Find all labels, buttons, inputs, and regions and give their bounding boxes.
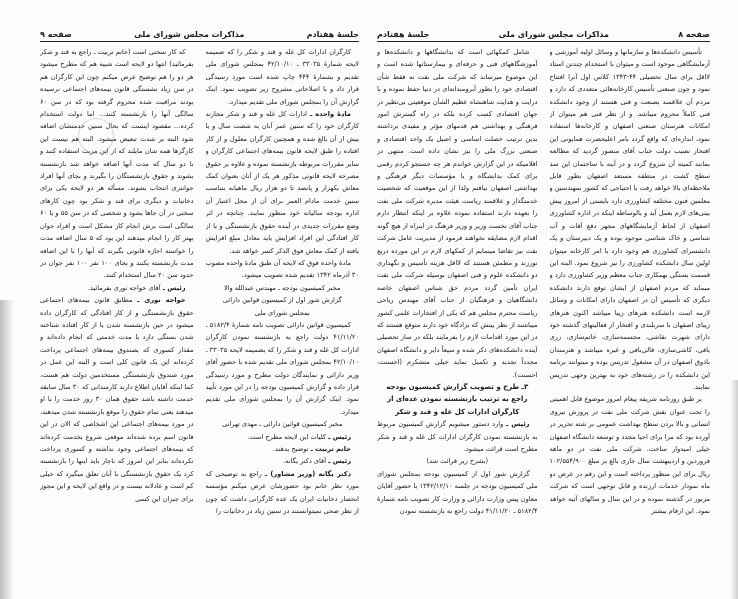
paragraph — [206, 319, 360, 418]
header-session: جلسهٔ هفتادم — [306, 30, 359, 39]
column-right — [206, 46, 360, 517]
header-page-number: صفحه ۹ — [40, 30, 72, 39]
column-right — [550, 46, 711, 517]
columns — [377, 46, 710, 517]
paragraph — [206, 257, 360, 282]
paragraph-text: کلیات این لایحه مطرح است. — [247, 432, 327, 441]
paragraph-text: مادهٔ واحده فوق که لایحه آن طبق مادهٔ واحده مصوب ۳۰ آذرماه ۱۳۴۲ تقدیم شده تصویب میشود. — [205, 258, 359, 280]
paragraph — [206, 46, 360, 108]
header-title: مذاکرات مجلس شورای ملی — [134, 30, 245, 39]
column-left — [40, 46, 194, 517]
paragraph — [550, 393, 711, 517]
signature-line — [206, 418, 360, 430]
page-8 — [369, 0, 738, 599]
scan-shadow — [730, 380, 738, 599]
speaker-name: دکتر یگانه (وزیر مشاور) ـ — [264, 469, 351, 478]
column-left — [377, 46, 538, 517]
paragraph-text: آقای دکتر یگانه. — [283, 457, 327, 466]
speaker-name: رئیس ـ — [162, 283, 186, 292]
paragraph-text: توضیح بدهند. — [272, 445, 309, 453]
paragraph-text: شامل کمکهائی است که بدانشگاهها و دانشکده‌ها و آموزشگاههای فنی و حرفه‌ای و بیمارستانها شده است و این موضوع میرساند که شرکت ملی نفت نه فقط شأن اقتصادی خود را بطور آبرومندانه‌ای در دنیا حفظ نموده و با درایت و هدایت شاهنشاه عظیم الشأن موقعیتی بی‌نظیر در جهان اقتصادی کسب کرده بلکه در راه گسترش امور فرهنگی و بهداشتی هم قدمهای مؤثر و مفیدی برداشته بدین ترتیب خصلت اساسی و اصیل یک واحد اقتصادی و صنعتی بزرگ ملی را نیز نشان داده است. منتهی در اقلامیکه در این گزارش خواندم هر چه جستجو کردم رقمی برای کمک بدانشگاه و یا مؤسسات دیگر فرهنگی و بهداشتی اصفهان نیافتم ولذا از این موقعیت که شخصیت خدمتگذار و علاقمند ریاست هیئت مدیره شرکت ملی نفت را بعهده دارند استفاده نموده علاوه بر اینکه انتظار دارم جناب آقای نخست وزیر و وزیر فرهنگ در اینراه از هیچ گونه اقدام لازم مضایقه نخواهند فرمود از مدیریت عامل شرکت نفت نیز تقاضا مینمایم از کمکهای لازم در این مورده دریغ نورزند و مطمئن هستند که لااقل هزینه تأسیس و نگهداری دو دانشکده علوم و فنی اصفهان بوسیله شرکت ملی نفت ایران تأمین گردد مردم حق شناس اصفهان خاصه دانشگاهیان و فرهنگیان از جناب آقای مهندس ریاحی ریاست محترم مجلس هم که یکی از افتخارات علمی کشور میباشند از نظر بینش که بزادگاه خود دارند متوقع هستند که در این مورد اقدامات لازم را بفرمایند بلکه در ساز تحصیلی آینده دانشکده‌های ذکر شده و سیعاً دایر و دانشگاه اصفهان مجدداً تجدید و تکمیل نماید خیلی متشکرم (احسنت، احسنت). — [377, 48, 538, 379]
paragraph — [206, 108, 360, 257]
paragraph — [377, 418, 538, 455]
paragraph — [40, 294, 194, 505]
paragraph-text: ادارات کل غله و قند و شکر مجازند کارگران خود را که سنین عمر آنان به شصت سال و یا بیش از آن بالغ شده و همچنین کارگران معلول و از کار افتاده را طبق لایحه قانون بیمه‌های اجتماعی کارگران و سایر مقررات مربوطه بازنشسته نموده و علاوه بر حقوق مصرحه لایحه قانونی مذکور هر یک از آنان بعنوان کمک معاش یکهزار و پانصد تا دو هزار ریال ماهیانه بتناسب سنین خدمت مادام العمر برای آن از محل اعتبار آن اداره بودجه سالیانه خود منظور نمایند. چنانچه در اثر وضع مقررات جدیدی در آینده حقوق بازنشستگی و یا از کار افتادگی این افراد افزایش یابد معادل مبلغ افزایش یافته از کمک معاش فوق الذکر کسر خواهد شد. — [205, 110, 359, 255]
speaker-name: رئیس ـ — [328, 432, 351, 441]
library-stamp — [78, 118, 114, 154]
paragraph-text: مطابق قانون بیمه‌های اجتماعی حقوق بازنشستگی و از کار افتادگی که کارگران داده میشود در حین بازنشسته شدن یا از کار افتاده شناخته شدن بستگی دارد با مدت خدمتی که انجام داده‌اند و مقدار کسوری که بصندوق بیمه‌های اجتماعی پرداخت کرده‌اند این یک قانون کلی است و البته این عمل در مورد صندوق بازنشستگی مستخدمین دولت هم هست، کما اینکه آقایان اطلاع دارند کارمندانی که ۳۰ سال سابقه خدمت داشته باشد حقوق همان ۳۰ روز خدمت را با او میدهند یعنی تمام حقوق را موقع بازنشسته شدن میدهند، در مورد بیمه‌های اجتماعی این اشخاصی که الان در این قانون اسم برده شده‌اند موقعی شروع بخدمت کرده‌اند که بیمه‌های اجتماعی وجود نداشته و کسوری پرداخت نکرده‌اند بنابر این امروز که ناچار باید اینها را بازنشسته کرد یک حقوق بازنشستگی با آنان تعلق میگیرد که خیلی کم است و عادلانه نیست و در واقع این لایحه و این مجوز برای جبران این کسی — [40, 296, 194, 503]
paragraph — [40, 46, 194, 282]
paragraph — [206, 431, 360, 443]
paragraph-text: مخبر کمیسیون بودجه ـ مهندس عبدالله والا — [223, 283, 341, 292]
header-title: مذاکرات مجلس شورای ملی — [498, 30, 609, 39]
paragraph — [40, 282, 194, 294]
paragraph-text: تأسیس دانشکده‌ها و سازمانها و وسائل اولیه آموزشی و آزمایشگاهی موجود است و میتوان با استخدام چندتن استاد لااقل برای سال تحصیلی ۴۴-۱۳۴۳ کلاس اول آنرا افتتاح نمود و چون صنعتی تأسیس کارخانه‌هائی متعددی که دارد و مردم آن علاقمند بصنعت و فنی هستند از وجود دانشکده فنی کاملاً محروم میباشد. و از نظر فنی هم میتوان از امکانات هنرستان صنعتی اصفهان و کارخانه‌ها استفاده نمود، اندازه‌ای که واقع گردد بامر اعلیحضرت همایونی این افتخار نصیب دولت جناب آقای منصور گردید که مطالعه بمانند کمیته آن شروع گردد و در آینه با ساختمان این سد سطح کشت در منطقه مستعد اصفهان بطور قابل ملاحظه‌ای بالا خواهد رفت با احتیاجی که کشور بمهندسین و معلمین فنون مختلفه کشاورزی دارد بایستی از امروز پیش بینی‌های لازم بعمل آید و بالوساطه اینکه در اداره کشاورزی اصفهان از لحاظ آزمایشگاههای مجهز دفع آفات و آب شناسی و خاک شناسی موجود بوده و یک دبیرستان و یک دانشسرای کشاورزی هم وجود دارد با امر کارخانه میتوان اولین سال دانشکده کشاورزی را نیز شروع نمود. البته این قسمت بستگی بهمکاری جناب معظم وزیر کشاورزی دارد و میماند که مردم اصفهان از ایشان توقع دارند دانشکده دیگری که تأسیس آن در اصفهان دارای امکانات و وسائل لازمه است دانشکده هنرهای زیبا میباشد اکنون هنرهای زیبای اصفهان با سربلندی و افتخار از فعالیتهای گذشته خود دارای شهرت نقاشی، مجسمه‌سازی، خاتم‌سازی، زری بافی، کاشی‌سازی، قالی‌بافی و غیره میباشد و هنرمندان باذوق اصفهان در آن مشغول تدریس بوده و میتوانند برنامه این دانشکده را در رشته‌های خود به بهترین وجهی تدریس نمایند. — [549, 48, 710, 391]
paragraph — [550, 46, 711, 393]
speaker-name: خانم تربیت ـ — [310, 445, 351, 453]
section-heading — [377, 381, 538, 418]
signature-line — [206, 294, 360, 306]
paragraph — [206, 455, 360, 467]
paragraph-text: آقای خواجه نوری بفرمائید. — [87, 283, 161, 292]
paragraph-text: بمجلس شورای ملی — [254, 308, 310, 317]
running-header — [377, 27, 710, 42]
paragraph-text: کارگران ادارات کل غله و قند و شکر را که ضمیمه لایحه شمارهٔ ۳۳۰۳۵ ـ ۴۲/۱۰/۱۰ بمجلس شورای ملی تقدیم و بشمارهٔ ۴۴۴ چاپ شده است مورد رسیدگی قرار داد و با اصلاحاتی مشروح زیر تصویب نمود. اینک گزارش آن را بمجلس شورای ملی تقدیم میدارد. — [205, 48, 359, 106]
speaker-name: رئیس ـ — [328, 457, 351, 466]
signature-line — [206, 282, 360, 294]
paragraph-text: مخبر کمیسیون قوانین دارائی ـ مهدی تهرانی — [222, 420, 343, 429]
paragraph — [377, 468, 538, 518]
paragraph-text: کمیسیون قوانین دارائی تصویب نامه شمارهٔ ۵۱۸۲/۴ ـ ۴۱/۱۱/۲۰ دولت راجع به بازنشسته نمودن کارگران ادارات کل غله و قند و شکر را که بضمیمه لایحه ۳۳۰۳۵ ـ ۴۲/۱۰/۱۰ بمجلس شورای ملی تقدیم شده با حضور آقای وزیر دارائی و نمایندگان دولت مطرح و مورد رسیدگی قرار داده و گزارش کمیسیون بودجه را در این مورد تأیید نمود. اینک گزارش آن را بمجلس شورای ملی تقدیم میدارد. — [205, 320, 359, 416]
columns — [40, 46, 359, 517]
signature-line — [206, 307, 360, 319]
speaker-name: رئیس ـ — [506, 420, 530, 429]
scan-shadow — [0, 300, 14, 599]
signature-line — [377, 455, 538, 467]
header-page-number: صفحه ۸ — [678, 30, 710, 39]
paragraph-text: وارد دستور میشویم گزارش کمیسیون مربوط به بازنشسته نمودن کارگران ادارات کل غله و قند و شکر مطرح است قرائت میشود. — [377, 420, 538, 453]
paragraph — [206, 443, 360, 455]
speaker-name: خواجه نوری ـ — [137, 296, 186, 305]
paragraph-text: راجع به توضیحی که مورد نظر خانم بود حضورشان عرض میکنم مؤسسه انحصار دخانیات ایران یک عده کارگرانی داشت که چون از نظر صحی نمیتوانستند در سنین زیاد در دخانیات را — [205, 469, 359, 516]
paragraph-text: ۳ـ طرح و تصویب گزارش کمیسیون بودجه راجع به ترتیب بازنشسته نمودن عده‌ای از کارگران ادارات کل غله و قند و شکر — [386, 382, 529, 416]
header-session: جلسهٔ هفتادم — [377, 30, 430, 39]
paragraph — [206, 468, 360, 518]
paragraph-text: (بشرح زیر قرائت شد) — [426, 457, 489, 466]
paragraph-text: گزارش شور اول از کمیسیون بودجه بمجلس شورای ملی کمیسیون بودجه در جلسه ۱۳۴۲/۱۲/۱۰ با حضور آقایان معاون پیس وزارت دارائی و وزارت کار تصویب نامه شمارهٔ ۵۱۸۲/۴ ـ ۴۱/۱۱/۲۰ دولت راجع به بازنشسته نمودن — [377, 469, 538, 516]
speaker-name: مادهٔ واحده ـ — [309, 110, 351, 119]
paragraph-text: که کار سختی است (خانم تربیت ـ راجع به قند و شکر بفرمائید) انتها دو لایحه است شبیه هم که مطرح میشود هر دو را هم توضیح عرض میکنم چون این کارگران هم در سن زیاد نشستگی قانون بیمه‌های اجتماعی نرسیده بودند مراقبت شده محروم گرفته بود که در سن ۶۰ سالگی آنها را بازنشسته کنند... اما دولت استخدام کرده... مقصود اینست که بحال سنین خدمتشان اضافه شود البته بر شدت تبعیض میشود. البته هم نیست این کارگرها همه شان مایلند که از این مزیت استفاده کنند و با دو سال که مدت آنها اضافه خواهد شد بازنشسته بشوند و حقوق بازنشستگان را بگیرند و بجای آنها افراد جوانتری انتخاب بشوند. مسأله هر دو لایحه یکی برای دخانیات و دیگری برای قند و شکر بود چون کارهای سختی در آن جاها بشود و شخصی که در سن ۵۵ و یا ۶۰ سالگی است برش انجام کار مشکل است و افراد جوان بهتر کار را انجام میدهند این بود که ۵ سال اضافه مدت را خواسته اجازه قانونی بگیرند که آنها را با این اضافه مدت بازنشسته بکنند و بجای ۱۰۰ نفر ۱۰۰ نفر جوان در حدود سن ۲۰ سال استخدام کنند. — [40, 48, 194, 280]
paragraph-text: بر طبق روزنامه شریفه پیغام امروز موضوع قابل اهمیتی را تحت عنوان نقش شرکت ملی نفت در پرورش نیروی انسانی و بالا بردن سطح بهداشت عمومی بر شته تحریر در آورده بود که مرا برای احیا مجدد و توسعه دانشگاه اصفهان خیلی امیدوار ساخت. شرکت ملی نفت در دو ماهه فروردین و اردیبهشت سال جاری بالغ بر مبلغ ۱۰۲/۵۵۴/۹۰۰ ریال برای این منظور پرداخته است و این رقم در عرض دو ماه نمودار خدمات ارزنده و قابل توجهی است که شرکت مزبور در گذشته نموده و در این سال و سالهای آتیه خواهد نمود. این ارقام بیشتر — [549, 395, 710, 516]
paragraph — [377, 46, 538, 381]
paragraph-text: گزارش شور اول از کمیسیون قوانین دارائی — [222, 296, 342, 305]
running-header — [40, 27, 359, 42]
